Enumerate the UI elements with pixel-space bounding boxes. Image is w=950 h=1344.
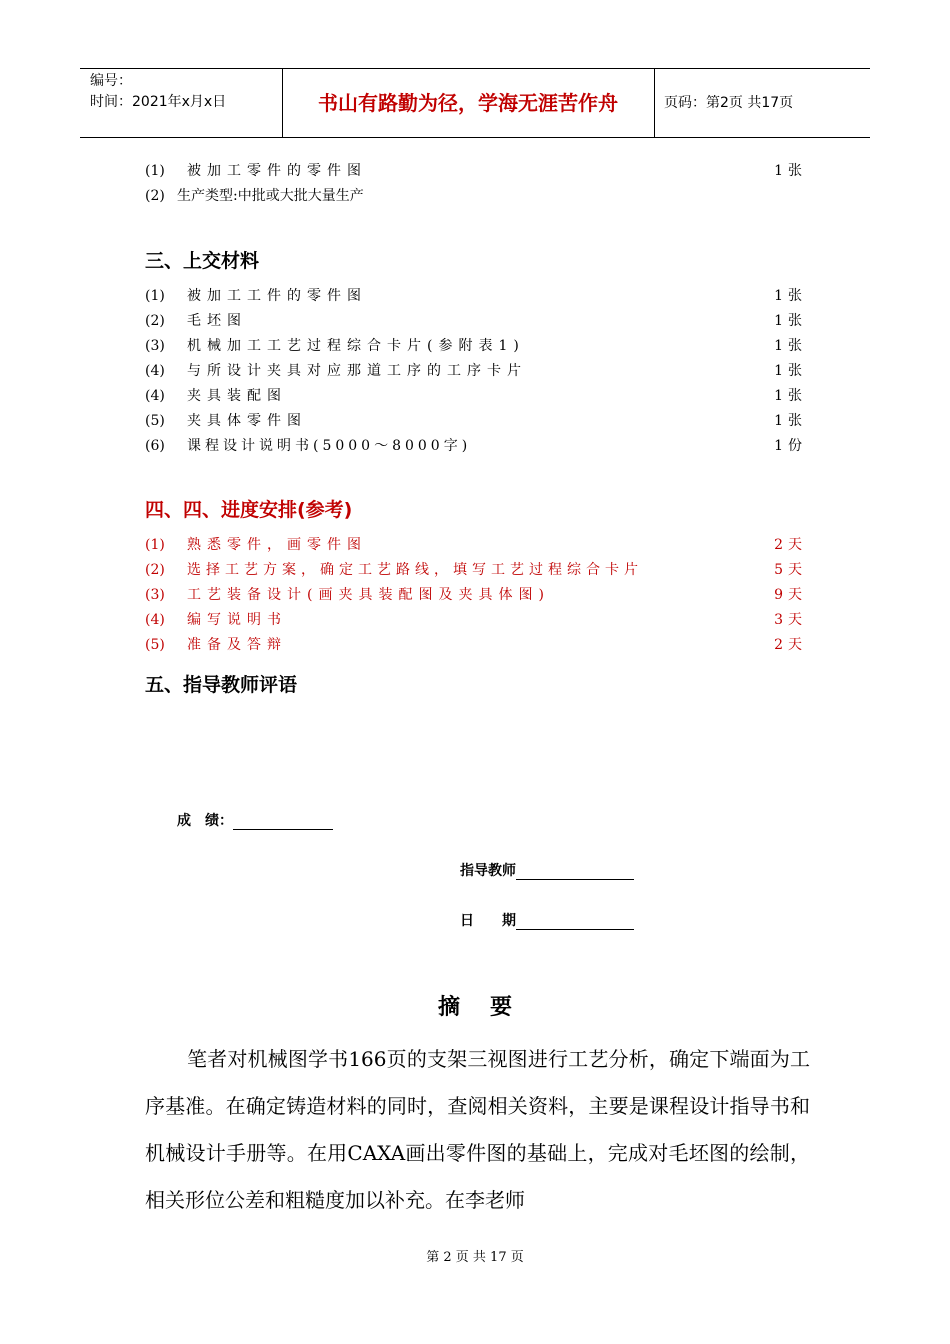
list-item <box>145 185 807 207</box>
item-text: 准备及答辩 <box>187 637 287 653</box>
item-number: (4) <box>145 363 165 379</box>
item-number: (2) <box>145 313 165 329</box>
abstract-title: 摘要 <box>437 994 542 1020</box>
item-text: 生产类型:中批或大批大量生产 <box>177 188 364 204</box>
item-text: 被加工工件的零件图 <box>187 288 367 304</box>
list-item <box>145 584 807 606</box>
item-quantity: 1张 <box>774 313 807 329</box>
list-item <box>145 634 807 656</box>
list-item <box>145 335 807 357</box>
list-item <box>145 160 807 182</box>
teacher-line <box>460 860 634 880</box>
item-text: 夹具装配图 <box>187 388 287 404</box>
item-number: (1) <box>145 288 165 304</box>
page-header <box>80 68 870 138</box>
item-text: 与所设计夹具对应那道工序的工序卡片 <box>187 363 527 379</box>
grade-blank[interactable] <box>233 813 333 830</box>
item-quantity: 1张 <box>774 338 807 354</box>
item-quantity: 1份 <box>774 438 807 454</box>
item-text: 机械加工工艺过程综合卡片(参附表1) <box>187 338 525 354</box>
list-item <box>145 285 807 307</box>
list-item <box>145 609 807 631</box>
item-number: (5) <box>145 637 165 653</box>
date-blank[interactable] <box>516 913 634 930</box>
page-footer: 第 2 页 共 17 页 <box>426 1250 524 1265</box>
item-quantity: 9天 <box>774 587 807 603</box>
item-number: (4) <box>145 612 165 628</box>
item-text: 毛坯图 <box>187 313 247 329</box>
item-quantity: 3天 <box>774 612 807 628</box>
item-number: (4) <box>145 388 165 404</box>
list-item <box>145 310 807 332</box>
item-text: 课程设计说明书(5000～8000字) <box>187 438 472 454</box>
item-quantity: 1张 <box>774 363 807 379</box>
list-item <box>145 385 807 407</box>
list-item <box>145 534 807 556</box>
list-item <box>145 410 807 432</box>
item-number: (3) <box>145 338 165 354</box>
item-text: 夹具体零件图 <box>187 413 307 429</box>
item-quantity: 5天 <box>774 562 807 578</box>
teacher-blank[interactable] <box>516 863 634 880</box>
item-quantity: 2天 <box>774 537 807 553</box>
header-page-info: 页码：第2页 共17页 <box>664 95 794 111</box>
header-number: 编号： <box>90 73 132 89</box>
header-time: 时间：2021年x月x日 <box>90 94 227 110</box>
list-item <box>145 559 807 581</box>
item-quantity: 1张 <box>774 288 807 304</box>
list-item <box>145 435 807 457</box>
item-number: (6) <box>145 438 165 454</box>
item-quantity: 2天 <box>774 637 807 653</box>
item-quantity: 1张 <box>774 388 807 404</box>
item-number: (1) <box>145 537 165 553</box>
item-text: 熟悉零件，画零件图 <box>187 537 367 553</box>
item-quantity: 1张 <box>774 163 807 179</box>
teacher-label: 指导教师 <box>460 863 516 879</box>
item-number: (2) <box>145 188 165 204</box>
item-text: 编写说明书 <box>187 612 287 628</box>
grade-label: 成 绩： <box>177 813 233 829</box>
date-label: 日 期 <box>460 913 516 929</box>
item-text: 选择工艺方案，确定工艺路线，填写工艺过程综合卡片 <box>187 562 643 578</box>
item-text: 工艺装备设计(画夹具装配图及夹具体图) <box>187 587 550 603</box>
abstract-paragraph: 笔者对机械图学书166页的支架三视图进行工艺分析，确定下端面为工序基准。在确定铸造材料的同时，查阅相关资料，主要是课程设计指导书和机械设计手册等。在用CAXA画出零件图的基础上，完成对毛坯图的绘制，相关形位公差和粗糙度加以补充。在李老师 <box>145 1047 810 1212</box>
section-heading: 五、指导教师评语 <box>145 674 298 696</box>
section-heading: 四、四、进度安排(参考) <box>145 499 353 521</box>
item-number: (1) <box>145 163 165 179</box>
item-number: (2) <box>145 562 165 578</box>
header-meta <box>90 71 226 113</box>
item-number: (5) <box>145 413 165 429</box>
header-motto: 书山有路勤为径，学海无涯苦作舟 <box>318 91 618 115</box>
header-divider <box>654 69 655 137</box>
section-heading: 三、上交材料 <box>145 250 260 272</box>
item-quantity: 1张 <box>774 413 807 429</box>
item-text: 被加工零件的零件图 <box>187 163 367 179</box>
item-number: (3) <box>145 587 165 603</box>
date-line <box>460 910 634 930</box>
grade-line <box>177 810 333 830</box>
list-item <box>145 360 807 382</box>
